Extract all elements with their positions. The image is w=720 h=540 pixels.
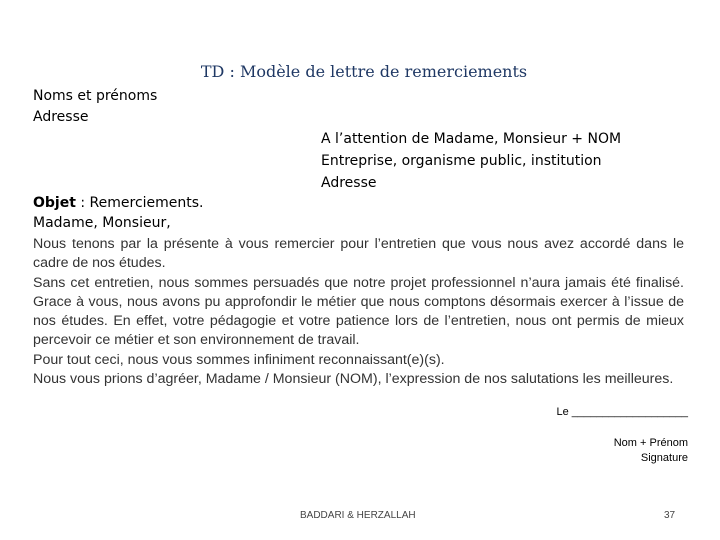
recipient-block [321, 128, 621, 194]
recipient-line-3: Adresse [321, 175, 377, 191]
page-title: TD : Modèle de lettre de remerciements [200, 62, 528, 81]
body-paragraph: Pour tout ceci, nous vous sommes infiniment reconnaissant(e)(s). [33, 351, 445, 368]
recipient-line-2: Entreprise, organisme public, institution [321, 153, 602, 169]
object-line [33, 193, 204, 213]
recipient-line-1: A l’attention de Madame, Monsieur + NOM [321, 131, 622, 147]
object-text: : Remerciements. [75, 195, 204, 211]
sender-name: Noms et prénoms [33, 88, 158, 104]
signer-name: Nom + Prénom [613, 437, 688, 449]
footer-authors: BADDARI & HERZALLAH [300, 510, 416, 521]
signature-label: Signature [640, 452, 688, 464]
letter-body [33, 235, 684, 389]
page-number: 37 [664, 510, 676, 521]
body-paragraph: Nous vous prions d’agréer, Madame / Monsieur (NOM), l’expression de nos salutations les meilleures. [33, 371, 674, 388]
sender-block [33, 86, 157, 128]
body-paragraph: Nous tenons par la présente à vous remercier pour l’entretien que vous nous avez accordé dans le cadre de nos études. [33, 236, 684, 272]
object-label: Objet [33, 195, 76, 211]
salutation: Madame, Monsieur, [33, 215, 171, 231]
date-line: Le ___________________ [556, 406, 688, 418]
body-paragraph: Sans cet entretien, nous sommes persuadés que notre projet professionnel n’aura jamais été finalisé. Grace à vous, nous avons pu approfondir le métier que nous comptons désormais exercer à l’issue de nos études. En effet, votre pédagogie et votre patience lors de l’entretien, nous ont permis de mieux percevoir ce métier et son environnement de travail. [33, 274, 684, 349]
sender-address: Adresse [33, 109, 89, 125]
